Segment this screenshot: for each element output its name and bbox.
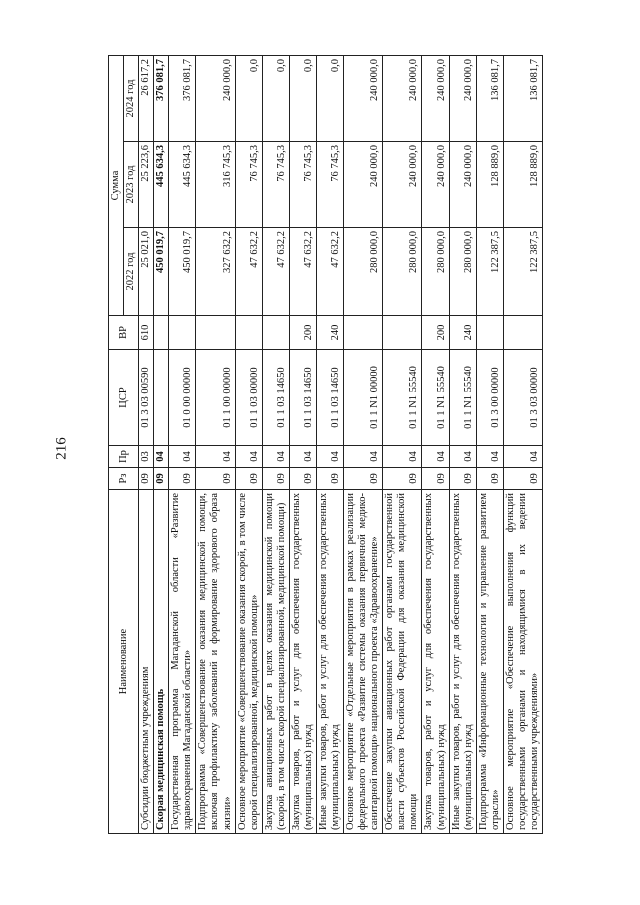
cell-y2024: 240 000,0: [422, 55, 449, 141]
cell-y2022: 25 021,0: [139, 228, 154, 316]
cell-csr: 01 1 03 14650: [262, 350, 289, 446]
cell-y2022: 327 632,2: [196, 228, 235, 316]
cell-rz: 09: [289, 468, 316, 490]
cell-name: Подпрограмма «Совершенствование оказания медицинской помощи, включая профилактику заболеваний и формирование здорового образа жизни»: [196, 490, 235, 834]
cell-y2024: 240 000,0: [383, 55, 422, 141]
cell-vr: [169, 316, 196, 350]
header-2024: 2024 год: [124, 55, 139, 141]
cell-y2022: 47 632,2: [235, 228, 262, 316]
cell-y2024: 0,0: [316, 55, 343, 141]
cell-pr: 04: [169, 446, 196, 468]
table-row: [449, 55, 476, 833]
cell-csr: 01 1 N1 00000: [344, 350, 383, 446]
table-body: [139, 55, 543, 833]
cell-y2024: 240 000,0: [344, 55, 383, 141]
cell-vr: [154, 316, 169, 350]
cell-pr: 04: [196, 446, 235, 468]
cell-vr: 240: [449, 316, 476, 350]
cell-y2023: 240 000,0: [344, 142, 383, 228]
cell-vr: [262, 316, 289, 350]
cell-y2024: 0,0: [235, 55, 262, 141]
cell-rz: 09: [316, 468, 343, 490]
cell-vr: [344, 316, 383, 350]
cell-rz: 09: [235, 468, 262, 490]
table-row: [383, 55, 422, 833]
cell-y2022: 280 000,0: [383, 228, 422, 316]
cell-rz: 09: [169, 468, 196, 490]
budget-table: [108, 55, 543, 834]
header-pr: Пр: [109, 446, 139, 468]
cell-y2022: 280 000,0: [422, 228, 449, 316]
cell-vr: [476, 316, 503, 350]
cell-csr: 01 1 N1 55540: [383, 350, 422, 446]
cell-y2024: 0,0: [289, 55, 316, 141]
cell-y2023: 240 000,0: [449, 142, 476, 228]
cell-vr: [383, 316, 422, 350]
cell-rz: 09: [154, 468, 169, 490]
cell-pr: 04: [262, 446, 289, 468]
cell-y2023: 240 000,0: [422, 142, 449, 228]
table-row: [169, 55, 196, 833]
cell-y2023: 76 745,3: [289, 142, 316, 228]
header-name: Наименование: [109, 490, 139, 834]
cell-y2023: 76 745,3: [262, 142, 289, 228]
cell-y2023: 25 223,6: [139, 142, 154, 228]
cell-y2024: 376 081,7: [169, 55, 196, 141]
cell-vr: 610: [139, 316, 154, 350]
cell-pr: 04: [344, 446, 383, 468]
cell-name: Иные закупки товаров, работ и услуг для обеспечения государственных (муниципальных) нужд: [449, 490, 476, 834]
table-row: [139, 55, 154, 833]
cell-vr: [196, 316, 235, 350]
cell-vr: [503, 316, 542, 350]
header-2023: 2023 год: [124, 142, 139, 228]
cell-y2024: 240 000,0: [449, 55, 476, 141]
cell-y2022: 47 632,2: [316, 228, 343, 316]
cell-vr: [235, 316, 262, 350]
cell-pr: 04: [476, 446, 503, 468]
header-csr: ЦСР: [109, 350, 139, 446]
cell-csr: 01 0 00 00000: [169, 350, 196, 446]
header-vr: ВР: [109, 316, 139, 350]
table-row: [289, 55, 316, 833]
cell-csr: 01 1 00 00000: [196, 350, 235, 446]
cell-y2023: 445 634,3: [169, 142, 196, 228]
header-2022: 2022 год: [124, 228, 139, 316]
cell-csr: 01 3 03 00590: [139, 350, 154, 446]
cell-pr: 04: [289, 446, 316, 468]
cell-rz: 09: [503, 468, 542, 490]
table-row: [344, 55, 383, 833]
cell-csr: 01 3 03 00000: [503, 350, 542, 446]
cell-y2022: 280 000,0: [449, 228, 476, 316]
cell-name: Закупка авиационных работ в целях оказания медицинской помощи (скорой, в том числе скорой специализированной, медицинской помощи): [262, 490, 289, 834]
rotated-table-container: [108, 56, 608, 834]
table-row: [154, 55, 169, 833]
table-row: [422, 55, 449, 833]
cell-pr: 04: [383, 446, 422, 468]
cell-name: Основное мероприятие «Отдельные мероприятия в рамках реализации федерального проекта «Развитие системы оказания первичной медико-санитарной помощи» национального проекта «Здравоохранение»: [344, 490, 383, 834]
cell-rz: 09: [449, 468, 476, 490]
cell-rz: 09: [476, 468, 503, 490]
cell-y2022: 47 632,2: [289, 228, 316, 316]
cell-pr: 04: [449, 446, 476, 468]
cell-csr: 01 1 03 14650: [289, 350, 316, 446]
cell-pr: 03: [139, 446, 154, 468]
cell-y2023: 128 889,0: [503, 142, 542, 228]
cell-name: Закупка товаров, работ и услуг для обеспечения государственных (муниципальных) нужд: [289, 490, 316, 834]
cell-y2024: 136 081,7: [476, 55, 503, 141]
cell-y2023: 76 745,3: [235, 142, 262, 228]
table-row: [503, 55, 542, 833]
cell-y2023: 316 745,3: [196, 142, 235, 228]
cell-vr: 200: [289, 316, 316, 350]
cell-csr: 01 1 N1 55540: [449, 350, 476, 446]
header-sum: Сумма: [109, 55, 124, 315]
cell-pr: 04: [422, 446, 449, 468]
cell-name: Скорая медицинская помощь: [154, 490, 169, 834]
cell-y2024: 240 000,0: [196, 55, 235, 141]
cell-csr: 01 3 00 00000: [476, 350, 503, 446]
table-row: [235, 55, 262, 833]
cell-y2022: 47 632,2: [262, 228, 289, 316]
table-row: [316, 55, 343, 833]
cell-y2022: 450 019,7: [154, 228, 169, 316]
cell-rz: 09: [262, 468, 289, 490]
cell-name: Закупка товаров, работ и услуг для обеспечения государственных (муниципальных) нужд: [422, 490, 449, 834]
cell-name: Государственная программа Магаданской области «Развитие здравоохранения Магаданской области»: [169, 490, 196, 834]
cell-rz: 09: [344, 468, 383, 490]
cell-csr: 01 1 03 14650: [316, 350, 343, 446]
cell-csr: 01 1 03 00000: [235, 350, 262, 446]
cell-rz: 09: [139, 468, 154, 490]
cell-pr: 04: [503, 446, 542, 468]
page-number: 216: [53, 437, 70, 460]
cell-y2024: 0,0: [262, 55, 289, 141]
cell-pr: 04: [316, 446, 343, 468]
cell-pr: 04: [154, 446, 169, 468]
cell-name: Основное мероприятие «Совершенствование оказания скорой, в том числе скорой специализированной, медицинской помощи»: [235, 490, 262, 834]
cell-rz: 09: [422, 468, 449, 490]
cell-y2022: 122 387,5: [476, 228, 503, 316]
cell-y2024: 376 081,7: [154, 55, 169, 141]
cell-vr: 240: [316, 316, 343, 350]
cell-name: Основное мероприятие «Обеспечение выполнения функций государственными органами и находящимися в их ведении государственными учреждениями»: [503, 490, 542, 834]
cell-y2022: 122 387,5: [503, 228, 542, 316]
cell-pr: 04: [235, 446, 262, 468]
cell-name: Обеспечение закупки авиационных работ органами государственной власти субъектов Российской Федерации для оказания медицинской помощи: [383, 490, 422, 834]
cell-y2024: 26 617,2: [139, 55, 154, 141]
cell-name: Иные закупки товаров, работ и услуг для обеспечения государственных (муниципальных) нужд: [316, 490, 343, 834]
cell-y2022: 450 019,7: [169, 228, 196, 316]
table-row: [262, 55, 289, 833]
cell-y2023: 76 745,3: [316, 142, 343, 228]
table-row: [476, 55, 503, 833]
cell-y2023: 240 000,0: [383, 142, 422, 228]
header-row: [109, 55, 124, 833]
cell-y2024: 136 081,7: [503, 55, 542, 141]
cell-name: Подпрограмма «Информационные технологии и управление развитием отрасли»: [476, 490, 503, 834]
header-rz: Рз: [109, 468, 139, 490]
cell-y2023: 445 634,3: [154, 142, 169, 228]
cell-name: Субсидии бюджетным учреждениям: [139, 490, 154, 834]
cell-rz: 09: [383, 468, 422, 490]
cell-vr: 200: [422, 316, 449, 350]
cell-csr: [154, 350, 169, 446]
cell-rz: 09: [196, 468, 235, 490]
cell-csr: 01 1 N1 55540: [422, 350, 449, 446]
cell-y2022: 280 000,0: [344, 228, 383, 316]
table-row: [196, 55, 235, 833]
cell-y2023: 128 889,0: [476, 142, 503, 228]
